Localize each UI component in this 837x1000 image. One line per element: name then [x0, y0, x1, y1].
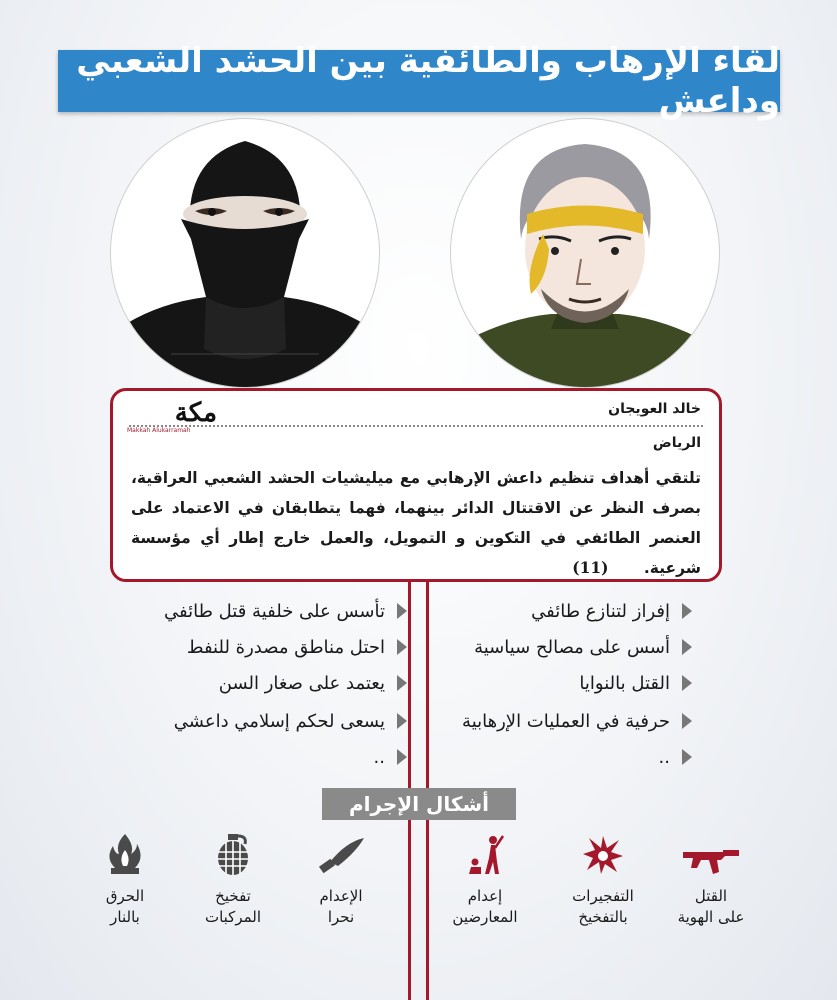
page-ref: (11) — [572, 558, 609, 577]
crime-label-line2: بالتفخيخ — [578, 908, 628, 926]
dotted-divider — [129, 425, 703, 427]
crime-bombings — [548, 830, 658, 928]
crime-label-line1: الإعدام — [319, 887, 363, 905]
crime-label-line2: بالنار — [110, 908, 140, 926]
feature-text: احتل مناطق مصدرة للنفط — [186, 636, 385, 658]
title-bar — [58, 41, 780, 121]
rifle-icon — [681, 846, 741, 876]
isis-feature-item — [187, 632, 407, 662]
knife-icon — [316, 836, 366, 876]
author-name: خالد العويجان — [608, 401, 701, 417]
page-title: لقاء الإرهاب والطائفية بين الحشد الشعبي وداعش — [76, 41, 780, 121]
caret-left-icon — [682, 713, 692, 729]
fire-icon — [105, 832, 145, 876]
feature-text: .. — [658, 746, 670, 768]
caret-left-icon — [682, 639, 692, 655]
caret-left-icon — [682, 749, 692, 765]
isis-feature-item — [174, 706, 407, 736]
headband-fighter-illustration — [451, 119, 719, 387]
portrait-militia-fighter — [450, 118, 720, 388]
hashd-feature-item — [474, 632, 692, 662]
logo-subtext: Makkah Alukarramah — [127, 427, 191, 434]
crime-label-line2: على الهوية — [677, 908, 745, 926]
caret-left-icon — [397, 639, 407, 655]
grenade-icon — [215, 832, 251, 876]
crime-label-line1: القتل — [694, 887, 728, 905]
feature-text: .. — [373, 746, 385, 768]
feature-text: القتل بالنوايا — [579, 672, 670, 694]
caret-left-icon — [397, 603, 407, 619]
caret-left-icon — [682, 675, 692, 691]
article-text: تلتقي أهداف تنظيم داعش الإرهابي مع ميليشيات الحشد الشعبي العراقية، بصرف النظر عن الاقتتال الدائر بينهما، فهما يتطابقان في الاعتماد على العنصر الطائفي في التكوين و التمويل، والعمل خارج إطار أي مؤسسة شرعية. — [131, 469, 701, 577]
hashd-feature-item — [659, 742, 692, 772]
makkah-logo — [127, 399, 217, 439]
caret-left-icon — [397, 749, 407, 765]
crime-identity-killing — [656, 830, 766, 928]
article-card — [110, 388, 722, 582]
crime-car-bombing — [178, 830, 288, 928]
hashd-feature-item — [531, 596, 692, 626]
forms-of-crime-text: أشكال الإجرام — [348, 792, 490, 816]
feature-text: تأسس على خلفية قتل طائفي — [164, 600, 385, 622]
crime-slaughter-execution — [286, 830, 396, 928]
crime-label-line1: التفجيرات — [572, 887, 634, 905]
execution-icon — [465, 832, 505, 876]
forms-of-crime-label — [322, 788, 516, 820]
crime-label-line1: الحرق — [105, 887, 145, 905]
feature-text: إفراز لتنازع طائفي — [531, 600, 670, 622]
crime-label-line1: تفخيخ — [215, 887, 251, 905]
logo-text: مكة — [174, 398, 217, 428]
caret-left-icon — [397, 713, 407, 729]
explosion-icon — [581, 832, 625, 876]
crime-burning — [70, 830, 180, 928]
feature-text: يعتمد على صغار السن — [218, 672, 385, 694]
caret-left-icon — [682, 603, 692, 619]
feature-text: حرفية في العمليات الإرهابية — [462, 710, 670, 732]
crime-label-line2: المركبات — [204, 908, 262, 926]
crime-label-line2: المعارضين — [452, 908, 518, 926]
isis-feature-item — [164, 596, 407, 626]
crime-executing-opponents — [430, 830, 540, 928]
article-body — [131, 463, 701, 583]
isis-feature-item — [219, 668, 407, 698]
caret-left-icon — [397, 675, 407, 691]
feature-text: يسعى لحكم إسلامي داعشي — [173, 710, 385, 732]
feature-text: أسس على مصالح سياسية — [474, 636, 670, 658]
hashd-feature-item — [462, 706, 692, 736]
masked-fighter-illustration — [111, 119, 379, 387]
hashd-feature-item — [579, 668, 692, 698]
isis-feature-item — [374, 742, 407, 772]
dateline-city: الرياض — [652, 435, 701, 451]
portrait-isis-fighter — [110, 118, 380, 388]
crime-label-line1: إعدام — [467, 887, 503, 905]
crime-label-line2: نحرا — [327, 908, 355, 926]
